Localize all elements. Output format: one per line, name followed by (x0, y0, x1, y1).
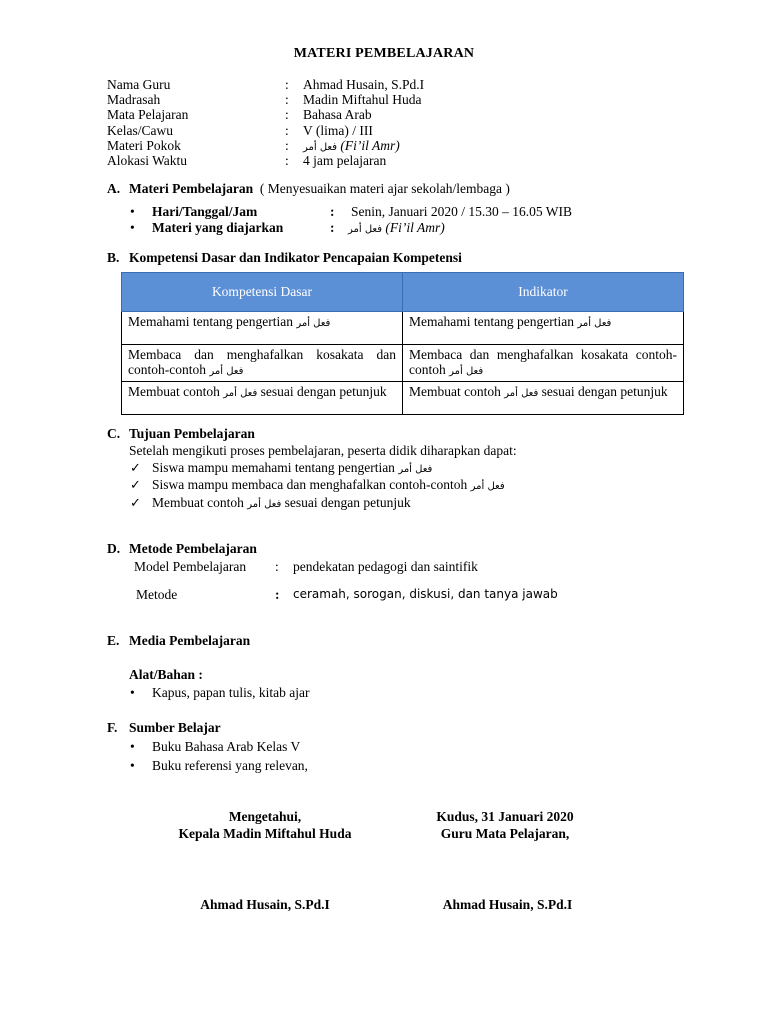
tujuan-text: sesuai dengan petunjuk (284, 495, 411, 510)
column-header-kd: Kompetensi Dasar (122, 273, 403, 312)
signature-left-line1: Mengetahui, (228, 809, 302, 824)
info-colon: : (285, 122, 289, 138)
tujuan-item (130, 460, 432, 476)
cell-text: Membuat contoh (409, 384, 501, 399)
info-value: 4 jam pelajaran (303, 152, 387, 168)
arabic-term: فعل أمر (247, 499, 282, 510)
column-header-indikator: Indikator (403, 273, 684, 312)
info-value: Ahmad Husain, S.Pd.I (303, 77, 425, 92)
section-d-heading (107, 541, 257, 557)
bullet-icon: • (130, 739, 135, 754)
info-label: Madrasah (107, 92, 161, 108)
info-colon: : (285, 107, 289, 123)
arabic-term: فعل أمر (348, 224, 383, 235)
bullet-icon: • (130, 220, 135, 235)
competency-table (121, 272, 684, 415)
metode-colon: : (275, 587, 280, 602)
bullet-icon: • (130, 685, 135, 700)
info-label: Nama Guru (107, 77, 171, 92)
info-value: Bahasa Arab (303, 107, 372, 123)
arabic-term: فعل أمر (398, 464, 433, 475)
cell-text: Membaca dan menghafalkan kosakata dan contoh-contoh (128, 347, 396, 377)
section-letter: A. (107, 181, 121, 196)
bullet-icon: • (130, 204, 135, 219)
section-c-heading (107, 426, 255, 442)
section-title: Metode Pembelajaran (129, 541, 257, 556)
info-value: V (lima) / III (303, 122, 373, 138)
checkmark-icon: ✓ (130, 478, 141, 493)
section-title: Materi Pembelajaran (129, 181, 254, 196)
section-a-heading (107, 181, 510, 197)
checkmark-icon: ✓ (130, 496, 141, 511)
section-letter: B. (107, 250, 120, 265)
metode-value: ceramah, sorogan, diskusi, dan tanya jawab (293, 587, 558, 601)
metode-label: Model Pembelajaran (134, 559, 247, 574)
table-header-row (122, 273, 684, 312)
materi-item-value (348, 220, 445, 236)
info-label: Alokasi Waktu (107, 152, 188, 168)
metode-value: pendekatan pedagogi dan saintifik (293, 559, 478, 574)
arabic-term: فعل أمر (223, 388, 258, 399)
table-row (122, 382, 684, 415)
page-title: MATERI PEMBELAJARAN (293, 46, 475, 61)
arabic-term: فعل أمر (577, 318, 612, 329)
info-label: Materi Pokok (107, 137, 181, 153)
table-cell (122, 345, 403, 382)
section-letter: C. (107, 426, 121, 441)
table-cell (403, 312, 684, 345)
metode-colon: : (275, 559, 279, 574)
tujuan-intro: Setelah mengikuti proses pembelajaran, peserta didik diharapkan dapat: (129, 443, 517, 458)
section-f-heading (107, 720, 221, 736)
tujuan-text: Siswa mampu memahami tentang pengertian (152, 460, 395, 475)
table-cell (403, 345, 684, 382)
sumber-item: Buku referensi yang relevan, (152, 758, 308, 773)
signature-right-line2: Guru Mata Pelajaran, (440, 826, 570, 841)
section-letter: D. (107, 541, 121, 556)
arabic-term: فعل أمر (504, 388, 539, 399)
tujuan-item (130, 495, 411, 511)
info-label: Mata Pelajaran (107, 107, 189, 123)
section-letter: E. (107, 633, 120, 648)
cell-text: Memahami tentang pengertian (128, 314, 293, 329)
section-title: Kompetensi Dasar dan Indikator Pencapaian Kompetensi (129, 250, 462, 265)
sumber-item: Buku Bahasa Arab Kelas V (152, 739, 301, 754)
table-cell (122, 382, 403, 415)
tujuan-item (130, 477, 505, 493)
table-row (122, 312, 684, 345)
cell-text: Memahami tentang pengertian (409, 314, 574, 329)
signature-left-name: Ahmad Husain, S.Pd.I (200, 897, 330, 912)
materi-item-colon: : (330, 204, 335, 219)
tujuan-text: Siswa mampu membaca dan menghafalkan contoh-contoh (152, 477, 468, 492)
alat-bahan-label: Alat/Bahan : (129, 667, 203, 682)
media-item: Kapus, papan tulis, kitab ajar (152, 685, 310, 700)
bullet-icon: • (130, 758, 135, 773)
arabic-term: فعل أمر (303, 141, 338, 153)
metode-label: Metode (136, 587, 178, 602)
section-letter: F. (107, 720, 118, 735)
info-colon: : (285, 92, 289, 108)
table-row (122, 345, 684, 382)
arabic-term: فعل أمر (470, 481, 505, 492)
transliteration: (Fi’il Amr) (340, 137, 400, 153)
info-value: Madin Miftahul Huda (303, 92, 422, 108)
arabic-term: فعل أمر (449, 366, 484, 377)
cell-text: sesuai dengan petunjuk (260, 384, 387, 399)
materi-item-label: Materi yang diajarkan (152, 220, 284, 235)
materi-item-value: Senin, Januari 2020 / 15.30 – 16.05 WIB (351, 204, 572, 219)
info-label: Kelas/Cawu (107, 122, 173, 138)
section-b-heading (107, 250, 462, 266)
arabic-term: فعل أمر (209, 366, 244, 377)
section-title: Media Pembelajaran (129, 633, 251, 648)
info-colon: : (285, 137, 289, 153)
section-title: Sumber Belajar (129, 720, 221, 735)
info-colon: : (285, 77, 289, 92)
table-cell (403, 382, 684, 415)
section-title: Tujuan Pembelajaran (129, 426, 255, 441)
signature-right-name: Ahmad Husain, S.Pd.I (442, 897, 573, 912)
table-cell (122, 312, 403, 345)
checkmark-icon: ✓ (130, 461, 141, 476)
tujuan-text: Membuat contoh (152, 495, 244, 510)
materi-item-colon: : (330, 220, 335, 235)
cell-text: Membuat contoh (128, 384, 220, 399)
transliteration: (Fi’il Amr) (385, 220, 445, 235)
cell-text: Membaca dan menghafalkan kosakata contoh-contoh (409, 347, 677, 377)
signature-left-line2: Kepala Madin Miftahul Huda (178, 826, 352, 841)
cell-text: sesuai dengan petunjuk (541, 384, 668, 399)
signature-right-line1: Kudus, 31 Januari 2020 (436, 809, 574, 824)
arabic-term: فعل أمر (296, 318, 331, 329)
section-note: ( Menyesuaikan materi ajar sekolah/lembaga ) (259, 181, 510, 196)
section-e-heading (107, 633, 250, 649)
info-colon: : (285, 152, 289, 168)
materi-item-label: Hari/Tanggal/Jam (152, 204, 258, 219)
